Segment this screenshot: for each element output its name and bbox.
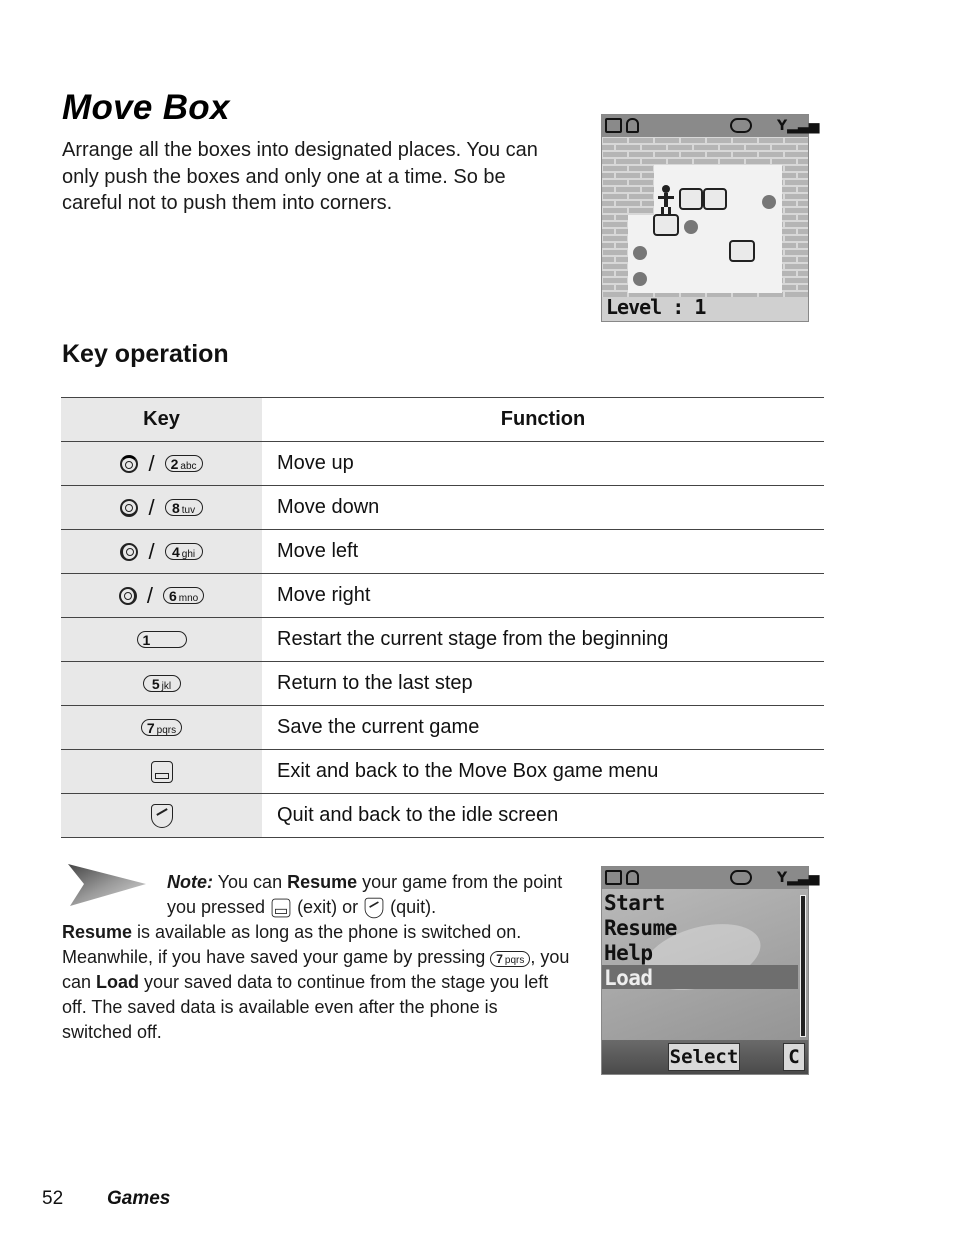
select-softkey[interactable]: Select (668, 1043, 740, 1071)
key-2-icon: 2 abc (165, 455, 203, 472)
nav-left-key-icon (120, 543, 138, 561)
function-cell: Restart the current stage from the beginning (277, 628, 669, 650)
key-table (61, 397, 824, 838)
section-name: Games (107, 1188, 171, 1209)
game-screenshot (601, 114, 820, 322)
function-cell: Return to the last step (277, 672, 473, 694)
key-cell: / 8 tuv (61, 486, 262, 530)
function-cell: Move up (277, 452, 354, 474)
signal-icon: Y▂▃▅ (777, 870, 820, 886)
page-title: Move Box (62, 88, 230, 127)
function-column-header: Function (500, 408, 586, 430)
table-row (61, 530, 824, 574)
status-bar (602, 115, 820, 137)
key-7-icon: 7 pqrs (490, 951, 530, 967)
table-row (61, 750, 824, 794)
clear-softkey[interactable]: C (783, 1043, 805, 1071)
menu-item-resume[interactable]: Resume (604, 916, 677, 940)
battery-icon (605, 870, 622, 885)
function-cell: Move down (277, 496, 380, 518)
menu-item-load[interactable]: Load (604, 966, 653, 990)
table-row (61, 706, 824, 750)
page-number: 52 (42, 1188, 64, 1209)
nav-down-key-icon (120, 499, 138, 517)
key-1-icon: 1 (137, 631, 187, 648)
key-cell (61, 662, 262, 706)
table-row (61, 486, 824, 530)
menu-screenshot (601, 866, 820, 1075)
note-paragraph: Note: You can Resume your game from the point you pressed (exit) or (quit). Resume is available as long as the phone is switched on. Meanwhile, if you have saved your game by pressing 7 pqrs , you can Load your saved data to continue from the stage you left off. The saved data is available even after the phone is switched off. (62, 872, 570, 1043)
function-cell: Save the current game (277, 716, 480, 738)
key-column-header: Key (61, 398, 262, 442)
end-call-key-icon (151, 804, 173, 828)
signal-icon: Y▂▃▅ (777, 118, 820, 134)
function-cell: Move right (277, 584, 371, 606)
key-cell (61, 618, 262, 662)
lock-icon (626, 870, 639, 885)
sound-icon (730, 118, 752, 133)
function-cell: Move left (277, 540, 359, 562)
key-cell (61, 794, 262, 838)
table-header-row (61, 398, 824, 442)
intro-paragraph: Arrange all the boxes into designated places. You can only push the boxes and only one at a time. So be careful not to push them into corners. (62, 139, 538, 214)
key-operation-heading: Key operation (62, 340, 229, 368)
key-cell: / 6 mno (61, 574, 262, 618)
menu-key-icon (272, 899, 291, 918)
key-8-icon: 8 tuv (165, 499, 203, 516)
table-row (61, 442, 824, 486)
menu-scrollbar[interactable] (800, 895, 806, 1037)
table-row (61, 662, 824, 706)
key-6-icon: 6 mno (163, 587, 204, 604)
table-row (61, 618, 824, 662)
key-cell: / 2 abc (61, 442, 262, 486)
note-label: Note: (167, 872, 213, 892)
table-row (61, 794, 824, 838)
key-7-icon: 7 pqrs (141, 719, 182, 736)
lock-icon (626, 118, 639, 133)
nav-up-key-icon (120, 455, 138, 473)
function-cell: Exit and back to the Move Box game menu (277, 760, 659, 782)
function-cell: Quit and back to the idle screen (277, 804, 559, 826)
menu-key-icon (151, 761, 173, 783)
level-indicator: Level : 1 (606, 295, 706, 319)
battery-icon (605, 118, 622, 133)
key-4-icon: 4 ghi (165, 543, 203, 560)
menu-item-help[interactable]: Help (604, 941, 653, 965)
table-row (61, 574, 824, 618)
key-5-icon: 5 jkl (143, 675, 181, 692)
menu-item-start[interactable]: Start (604, 891, 665, 915)
sound-icon (730, 870, 752, 885)
key-cell (61, 750, 262, 794)
status-bar (602, 867, 820, 889)
key-cell: / 4 ghi (61, 530, 262, 574)
nav-right-key-icon (119, 587, 137, 605)
end-call-key-icon (365, 898, 384, 918)
key-cell (61, 706, 262, 750)
